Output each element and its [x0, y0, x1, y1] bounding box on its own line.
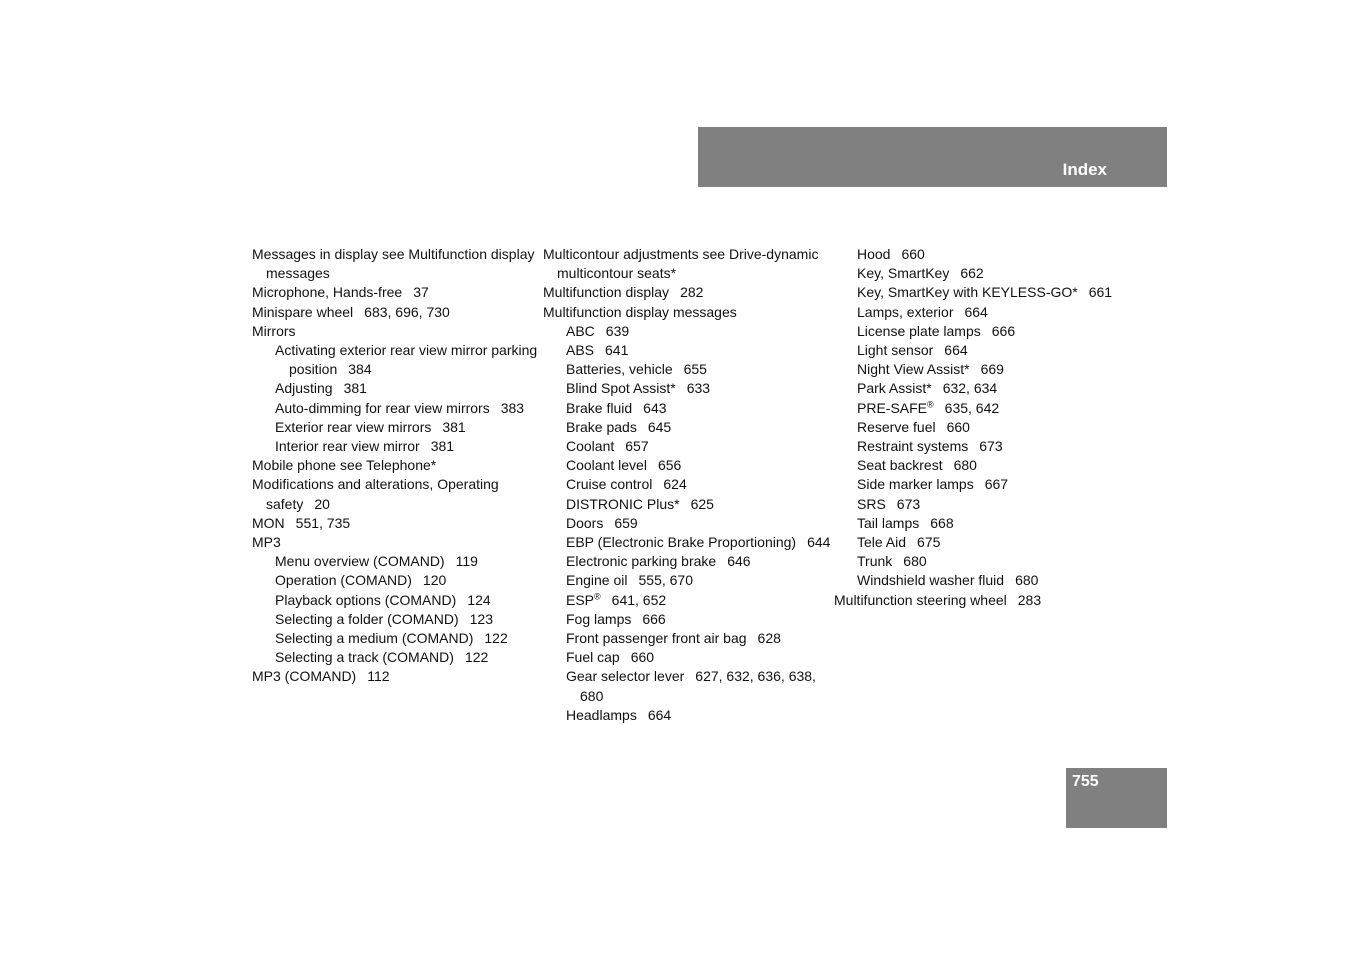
page-reference: 633 [686, 380, 711, 397]
page-reference: 624 [663, 476, 687, 493]
page-reference: 646 [727, 553, 751, 570]
entry-text: Modifications and alterations, Operating safety [252, 476, 499, 512]
page-reference: 122 [464, 649, 489, 666]
entry-text: Windshield washer fluid [857, 572, 1005, 589]
page-reference: 119 [455, 553, 478, 570]
page-reference: 660 [946, 418, 970, 435]
entry-text: PRE-SAFE [857, 399, 928, 416]
page-reference: 667 [984, 476, 1009, 493]
page-reference: 381 [442, 418, 466, 435]
index-subentry [543, 571, 833, 590]
page-reference: 680 [953, 457, 977, 474]
entry-text: Playback options (COMAND) [275, 591, 457, 608]
index-entry [834, 591, 1124, 610]
index-subentry [252, 437, 542, 456]
index-entry [252, 456, 542, 475]
entry-text: Blind Spot Assist* [566, 380, 676, 397]
entry-text: Park Assist* [857, 380, 932, 397]
entry-text: Selecting a track (COMAND) [275, 649, 454, 666]
entry-text: Lamps, exterior [857, 303, 954, 320]
page-reference: 666 [642, 610, 666, 627]
entry-text: Light sensor [857, 342, 934, 359]
index-subentry [543, 591, 833, 610]
entry-text: Key, SmartKey [857, 265, 950, 282]
page-reference: 657 [625, 438, 649, 455]
page-reference: 675 [917, 534, 941, 551]
page-reference: 669 [980, 361, 1004, 378]
index-subentry [834, 264, 1124, 283]
index-entry [543, 303, 833, 322]
index-subentry [543, 706, 833, 725]
index-entry [252, 475, 542, 513]
index-subentry [543, 495, 833, 514]
index-subentry [252, 591, 542, 610]
page-reference: 664 [964, 303, 988, 320]
index-subentry [834, 418, 1124, 437]
entry-text: Interior rear view mirror [275, 438, 420, 455]
entry-text: Front passenger front air bag [566, 630, 747, 647]
index-subentry [543, 629, 833, 648]
index-subentry [834, 475, 1124, 494]
index-entry [543, 245, 833, 283]
index-subentry [252, 629, 542, 648]
entry-text: Hood [857, 246, 891, 262]
page-reference: 644 [807, 534, 831, 551]
page-reference: 381 [430, 438, 455, 455]
page-reference: 120 [422, 572, 447, 589]
index-entry [252, 514, 542, 533]
index-subentry [252, 610, 542, 629]
page-reference: 632, 634 [942, 380, 998, 397]
entry-text: Electronic parking brake [566, 553, 717, 570]
entry-text: Microphone, Hands-free [252, 284, 403, 301]
registered-mark: ® [927, 398, 934, 409]
index-subentry [834, 341, 1124, 360]
entry-text: Seat backrest [857, 457, 943, 474]
page-reference: 645 [647, 418, 672, 435]
page-reference: 643 [643, 399, 667, 416]
entry-text: Selecting a folder (COMAND) [275, 610, 459, 627]
entry-text: Fuel cap [566, 649, 620, 666]
page-reference: 628 [757, 630, 781, 647]
page-reference: 641, 652 [611, 591, 667, 608]
page-reference: 680 [1015, 572, 1039, 589]
index-subentry [252, 552, 542, 571]
entry-text: Multifunction display [543, 284, 670, 301]
entry-text: ESP [566, 591, 595, 608]
entry-text: Side marker lamps [857, 476, 974, 493]
index-subentry [834, 399, 1124, 418]
entry-text: SRS [857, 495, 886, 512]
index-subentry [543, 379, 833, 398]
entry-text: Key, SmartKey with KEYLESS-GO* [857, 284, 1078, 301]
entry-text: Minispare wheel [252, 303, 354, 320]
index-column-2 [543, 245, 833, 725]
index-subentry [252, 399, 542, 418]
index-subentry [543, 322, 833, 341]
page-reference: 673 [896, 495, 921, 512]
entry-text: Engine oil [566, 572, 628, 589]
entry-text: Tail lamps [857, 514, 920, 531]
entry-text: Brake pads [566, 418, 637, 435]
page-reference: 384 [348, 361, 372, 378]
page-reference: 641 [605, 342, 629, 359]
index-subentry [834, 303, 1124, 322]
page-reference: 683, 696, 730 [364, 303, 450, 320]
entry-text: EBP (Electronic Brake Proportioning) [566, 534, 797, 551]
index-subentry [834, 533, 1124, 552]
index-subentry [543, 418, 833, 437]
entry-text: Batteries, vehicle [566, 361, 673, 378]
page-reference: 122 [484, 630, 508, 647]
entry-text: Exterior rear view mirrors [275, 418, 432, 435]
index-entry [252, 245, 542, 283]
page-reference: 660 [901, 246, 925, 262]
page-reference: 661 [1088, 284, 1113, 301]
page-reference: 664 [647, 706, 672, 723]
index-subentry [543, 437, 833, 456]
entry-text: MP3 [252, 534, 281, 551]
index-subentry [252, 418, 542, 437]
index-entry [252, 667, 542, 686]
index-subentry [834, 322, 1124, 341]
entry-text: Night View Assist* [857, 361, 970, 378]
page-reference: 123 [469, 610, 493, 627]
entry-text: Restraint systems [857, 438, 969, 455]
entry-text: MON [252, 514, 285, 531]
entry-text: ABS [566, 342, 595, 359]
index-subentry [543, 341, 833, 360]
index-subentry [834, 379, 1124, 398]
page-reference: 680 [903, 553, 927, 570]
entry-text: Fog lamps [566, 610, 632, 627]
page-reference: 639 [605, 322, 630, 339]
page-reference: 551, 735 [295, 514, 351, 531]
registered-mark: ® [594, 591, 601, 601]
page-number-box [1066, 768, 1167, 828]
entry-text: DISTRONIC Plus* [566, 495, 680, 512]
page-reference: 660 [630, 649, 655, 666]
index-column-3 [834, 245, 1124, 610]
entry-text: Headlamps [566, 706, 637, 723]
page-title: Index [1062, 160, 1107, 179]
index-subentry [834, 514, 1124, 533]
index-subentry [834, 437, 1124, 456]
entry-text: Adjusting [275, 380, 333, 397]
index-entry [543, 283, 833, 302]
page-reference: 37 [413, 284, 429, 301]
page-reference: 635, 642 [944, 399, 1000, 416]
index-entry [252, 322, 542, 341]
page-reference: 655 [683, 361, 707, 378]
page-reference: 383 [500, 399, 525, 416]
index-subentry [834, 495, 1124, 514]
index-subentry [543, 667, 833, 705]
entry-text: Coolant [566, 438, 615, 455]
index-subentry [543, 648, 833, 667]
index-subentry [252, 571, 542, 590]
page-reference: 673 [979, 438, 1003, 455]
page-reference: 625 [690, 495, 714, 512]
page-reference: 662 [960, 265, 984, 282]
index-subentry [834, 571, 1124, 590]
page-reference: 282 [680, 284, 704, 301]
entry-text: Selecting a medium (COMAND) [275, 630, 474, 647]
entry-text: Operation (COMAND) [275, 572, 412, 589]
entry-text: Menu overview (COMAND) [275, 553, 445, 570]
page-reference: 124 [467, 591, 491, 608]
index-column-1 [252, 245, 542, 687]
index-entry [252, 283, 542, 302]
page-reference: 20 [314, 495, 330, 512]
entry-text: Activating exterior rear view mirror parking position [275, 342, 538, 378]
index-subentry [252, 341, 542, 379]
index-subentry [543, 552, 833, 571]
index-subentry [252, 648, 542, 667]
entry-text: Multifunction display messages [543, 303, 737, 320]
index-subentry [543, 610, 833, 629]
entry-text: License plate lamps [857, 322, 981, 339]
index-subentry [834, 456, 1124, 475]
page-reference: 664 [944, 342, 968, 359]
page-reference: 627, 632, 636, 638, 680 [580, 668, 816, 704]
page-reference: 381 [343, 380, 367, 397]
index-subentry [543, 399, 833, 418]
index-subentry [543, 533, 833, 552]
page-reference: 666 [991, 322, 1016, 339]
entry-text: Tele Aid [857, 534, 907, 551]
index-subentry [543, 360, 833, 379]
entry-text: Reserve fuel [857, 418, 936, 435]
entry-text: Messages in display see Multifunction display messages [252, 246, 535, 282]
entry-text: Mirrors [252, 322, 296, 339]
index-subentry [543, 514, 833, 533]
entry-text: Multifunction steering wheel [834, 591, 1007, 608]
page-reference: 112 [367, 668, 390, 685]
index-subentry [543, 475, 833, 494]
index-entry [252, 303, 542, 322]
page-reference: 656 [657, 457, 682, 474]
index-entry [252, 533, 542, 552]
entry-text: Multicontour adjustments see Drive-dynamic multicontour seats* [543, 246, 819, 282]
entry-text: Mobile phone see Telephone* [252, 457, 437, 474]
index-subentry [252, 379, 542, 398]
index-subentry [834, 552, 1124, 571]
page-reference: 555, 670 [638, 572, 693, 589]
entry-text: Cruise control [566, 476, 653, 493]
page-reference: 659 [614, 514, 638, 531]
entry-text: ABC [566, 322, 595, 339]
index-subentry [834, 360, 1124, 379]
entry-text: Doors [566, 514, 604, 531]
entry-text: Trunk [857, 553, 893, 570]
page-reference: 283 [1017, 591, 1042, 608]
index-subentry [834, 283, 1124, 302]
entry-text: Coolant level [566, 457, 647, 474]
entry-text: MP3 (COMAND) [252, 668, 357, 685]
index-subentry [543, 456, 833, 475]
page-reference: 668 [930, 514, 954, 531]
entry-text: Gear selector lever [566, 668, 685, 685]
entry-text: Auto-dimming for rear view mirrors [275, 399, 490, 416]
index-subentry [834, 245, 1124, 264]
entry-text: Brake fluid [566, 399, 633, 416]
index-header-bar [698, 127, 1167, 187]
page-number: 755 [1072, 773, 1099, 790]
